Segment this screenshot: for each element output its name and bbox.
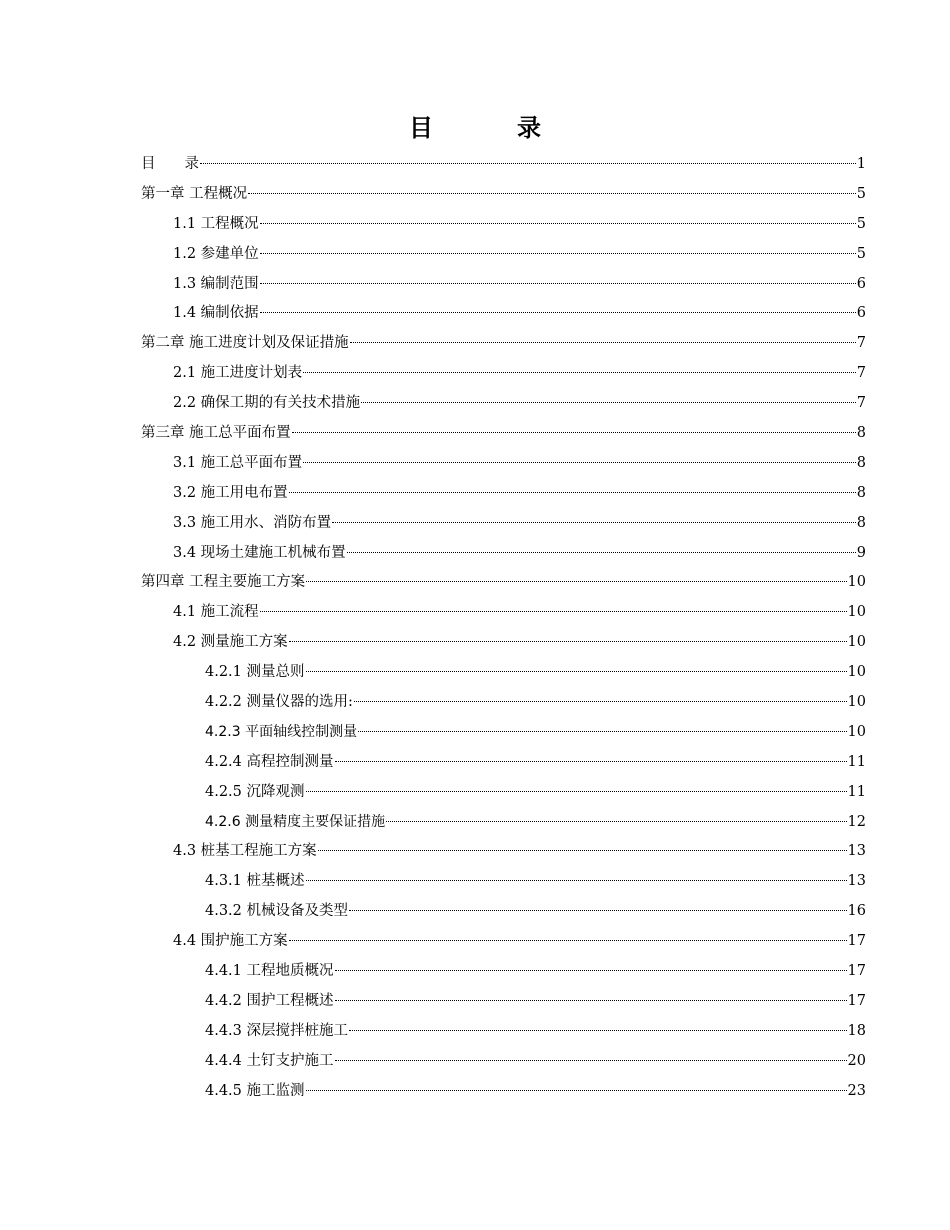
toc-entry[interactable] bbox=[141, 837, 866, 867]
toc-entry-title: 4.4.4 土钉支护施工 bbox=[205, 1052, 334, 1069]
toc-page-number: 5 bbox=[856, 245, 866, 262]
toc-entry-title: 3.1 施工总平面布置 bbox=[173, 454, 303, 471]
toc-entry-title: 3.4 现场土建施工机械布置 bbox=[173, 544, 346, 561]
toc-page-number: 10 bbox=[847, 604, 866, 621]
toc-entry-title: 4.1 施工流程 bbox=[173, 604, 259, 621]
toc-dot-leader bbox=[306, 671, 847, 672]
toc-entry[interactable] bbox=[141, 359, 866, 389]
toc-entry[interactable] bbox=[141, 509, 866, 539]
toc-dot-leader bbox=[303, 462, 856, 463]
toc-page-number: 12 bbox=[847, 813, 866, 830]
toc-page-number: 7 bbox=[856, 335, 866, 352]
toc-page-number: 13 bbox=[847, 873, 866, 890]
toc-entry-title: 4.2.2 测量仪器的选用: bbox=[205, 694, 353, 711]
toc-page-number: 1 bbox=[856, 156, 866, 172]
toc-dot-leader bbox=[361, 402, 856, 403]
toc-entry[interactable] bbox=[141, 479, 866, 509]
toc-dot-leader bbox=[289, 492, 856, 493]
toc-entry-title: 4.2.1 测量总则 bbox=[205, 664, 305, 681]
toc-dot-leader bbox=[335, 761, 847, 762]
toc-entry[interactable] bbox=[141, 419, 866, 449]
toc-entry-title: 第三章 施工总平面布置 bbox=[141, 425, 291, 442]
toc-page-number: 8 bbox=[856, 514, 866, 531]
toc-page-number: 23 bbox=[847, 1082, 866, 1099]
toc-entry-title: 1.4 编制依据 bbox=[173, 305, 259, 322]
toc-entry-title: 第四章 工程主要施工方案 bbox=[141, 574, 306, 591]
toc-entry[interactable] bbox=[141, 987, 866, 1017]
toc-entry-title: 4.4.1 工程地质概况 bbox=[205, 963, 334, 980]
toc-entry[interactable] bbox=[141, 688, 866, 718]
toc-dot-leader bbox=[260, 611, 847, 612]
toc-entry[interactable] bbox=[141, 1017, 866, 1047]
toc-page-number: 10 bbox=[847, 634, 866, 651]
toc-entry[interactable] bbox=[141, 957, 866, 987]
toc-entry[interactable] bbox=[141, 748, 866, 778]
toc-page-number: 6 bbox=[856, 275, 866, 292]
toc-dot-leader bbox=[349, 1030, 847, 1031]
toc-entry[interactable] bbox=[141, 927, 866, 957]
toc-entry[interactable] bbox=[141, 329, 866, 359]
toc-page-number: 16 bbox=[847, 903, 866, 920]
toc-page-number: 18 bbox=[847, 1022, 866, 1039]
toc-page-number: 10 bbox=[847, 723, 866, 740]
toc-entry-title: 4.2.6 测量精度主要保证措施 bbox=[205, 813, 386, 830]
toc-entry[interactable] bbox=[141, 808, 866, 838]
toc-dot-leader bbox=[335, 1060, 847, 1061]
toc-entry[interactable] bbox=[141, 180, 866, 210]
toc-dot-leader bbox=[260, 223, 856, 224]
toc-entry[interactable] bbox=[141, 150, 866, 180]
toc-entry[interactable] bbox=[141, 270, 866, 300]
toc-entry-title: 4.4.5 施工监测 bbox=[205, 1082, 305, 1099]
toc-entry-title: 1.1 工程概况 bbox=[173, 215, 259, 232]
toc-page-number: 8 bbox=[856, 454, 866, 471]
toc-page-number: 17 bbox=[847, 963, 866, 980]
toc-page-number: 11 bbox=[847, 753, 866, 770]
toc-dot-leader bbox=[292, 432, 856, 433]
toc-dot-leader bbox=[260, 312, 856, 313]
toc-page-number: 10 bbox=[847, 694, 866, 711]
toc-entry[interactable] bbox=[141, 598, 866, 628]
toc-entry[interactable] bbox=[141, 389, 866, 419]
toc-dot-leader bbox=[289, 940, 847, 941]
toc-page-number: 7 bbox=[856, 395, 866, 412]
toc-entry-title: 1.2 参建单位 bbox=[173, 245, 259, 262]
toc-entry-title: 2.1 施工进度计划表 bbox=[173, 365, 303, 382]
toc-page-number: 17 bbox=[847, 933, 866, 950]
toc-dot-leader bbox=[354, 701, 847, 702]
toc-entry[interactable] bbox=[141, 210, 866, 240]
toc-page-number: 20 bbox=[847, 1052, 866, 1069]
toc-page-number: 11 bbox=[847, 783, 866, 800]
toc-entry-title: 4.4.3 深层搅拌桩施工 bbox=[205, 1022, 349, 1039]
toc-dot-leader bbox=[349, 910, 847, 911]
toc-dot-leader bbox=[350, 342, 856, 343]
toc-page-number: 8 bbox=[856, 425, 866, 442]
toc-page-number: 13 bbox=[847, 843, 866, 860]
toc-dot-leader bbox=[318, 850, 847, 851]
toc-dot-leader bbox=[332, 522, 856, 523]
toc-dot-leader bbox=[335, 1000, 847, 1001]
toc-page-number: 8 bbox=[856, 484, 866, 501]
toc-entry-title: 1.3 编制范围 bbox=[173, 275, 259, 292]
toc-entry-title: 4.4.2 围护工程概述 bbox=[205, 992, 334, 1009]
toc-entry-title: 4.4 围护施工方案 bbox=[173, 933, 288, 950]
toc-entry-title: 4.3.2 机械设备及类型 bbox=[205, 903, 349, 920]
toc-entry-title: 4.2.3 平面轴线控制测量 bbox=[205, 723, 358, 740]
toc-entry[interactable] bbox=[141, 449, 866, 479]
toc-page-number: 5 bbox=[856, 215, 866, 232]
toc-entry[interactable] bbox=[141, 628, 866, 658]
toc-dot-leader bbox=[347, 552, 856, 553]
toc-dot-leader bbox=[303, 372, 856, 373]
toc-dot-leader bbox=[306, 880, 847, 881]
toc-page-number: 10 bbox=[847, 574, 866, 591]
toc-page-number: 5 bbox=[856, 185, 866, 202]
toc-entry-title: 4.3.1 桩基概述 bbox=[205, 873, 305, 890]
toc-page-number: 7 bbox=[856, 365, 866, 382]
toc-entry-title: 2.2 确保工期的有关技术措施 bbox=[173, 395, 361, 412]
toc-page-number: 9 bbox=[856, 544, 866, 561]
toc-page-number: 17 bbox=[847, 992, 866, 1009]
toc-entry[interactable] bbox=[141, 299, 866, 329]
toc-dot-leader bbox=[260, 253, 856, 254]
toc-entry[interactable] bbox=[141, 568, 866, 598]
toc-dot-leader bbox=[306, 791, 847, 792]
toc-entry[interactable] bbox=[141, 539, 866, 569]
toc-entry-title: 4.2.4 高程控制测量 bbox=[205, 753, 334, 770]
toc-page-number: 6 bbox=[856, 305, 866, 322]
toc-entry[interactable] bbox=[141, 1047, 866, 1077]
toc-dot-leader bbox=[306, 581, 846, 582]
toc-dot-leader bbox=[358, 731, 846, 732]
toc-dot-leader bbox=[335, 970, 847, 971]
toc-dot-leader bbox=[200, 163, 856, 164]
toc-entry[interactable] bbox=[141, 778, 866, 808]
toc-entry[interactable] bbox=[141, 867, 866, 897]
toc-entry-title: 4.3 桩基工程施工方案 bbox=[173, 843, 317, 860]
toc-entry-title: 3.3 施工用水、消防布置 bbox=[173, 514, 332, 531]
toc-entry-title: 第一章 工程概况 bbox=[141, 185, 248, 202]
toc-entry-title: 4.2 测量施工方案 bbox=[173, 634, 288, 651]
toc-page-number: 10 bbox=[847, 664, 866, 681]
toc-dot-leader bbox=[289, 641, 847, 642]
toc-entry[interactable] bbox=[141, 1077, 866, 1107]
toc-dot-leader bbox=[260, 283, 856, 284]
page-title: 目 录 bbox=[409, 114, 571, 142]
toc-entry-title: 3.2 施工用电布置 bbox=[173, 484, 288, 501]
toc-entry-title: 目 录 bbox=[141, 156, 199, 172]
toc-entry[interactable] bbox=[141, 240, 866, 270]
table-of-contents bbox=[141, 150, 866, 1107]
toc-entry-title: 第二章 施工进度计划及保证措施 bbox=[141, 335, 349, 352]
toc-entry-title: 4.2.5 沉降观测 bbox=[205, 783, 305, 800]
toc-entry[interactable] bbox=[141, 897, 866, 927]
toc-dot-leader bbox=[248, 193, 856, 194]
toc-dot-leader bbox=[306, 1090, 847, 1091]
toc-entry[interactable] bbox=[141, 718, 866, 748]
toc-dot-leader bbox=[386, 821, 846, 822]
toc-entry[interactable] bbox=[141, 658, 866, 688]
